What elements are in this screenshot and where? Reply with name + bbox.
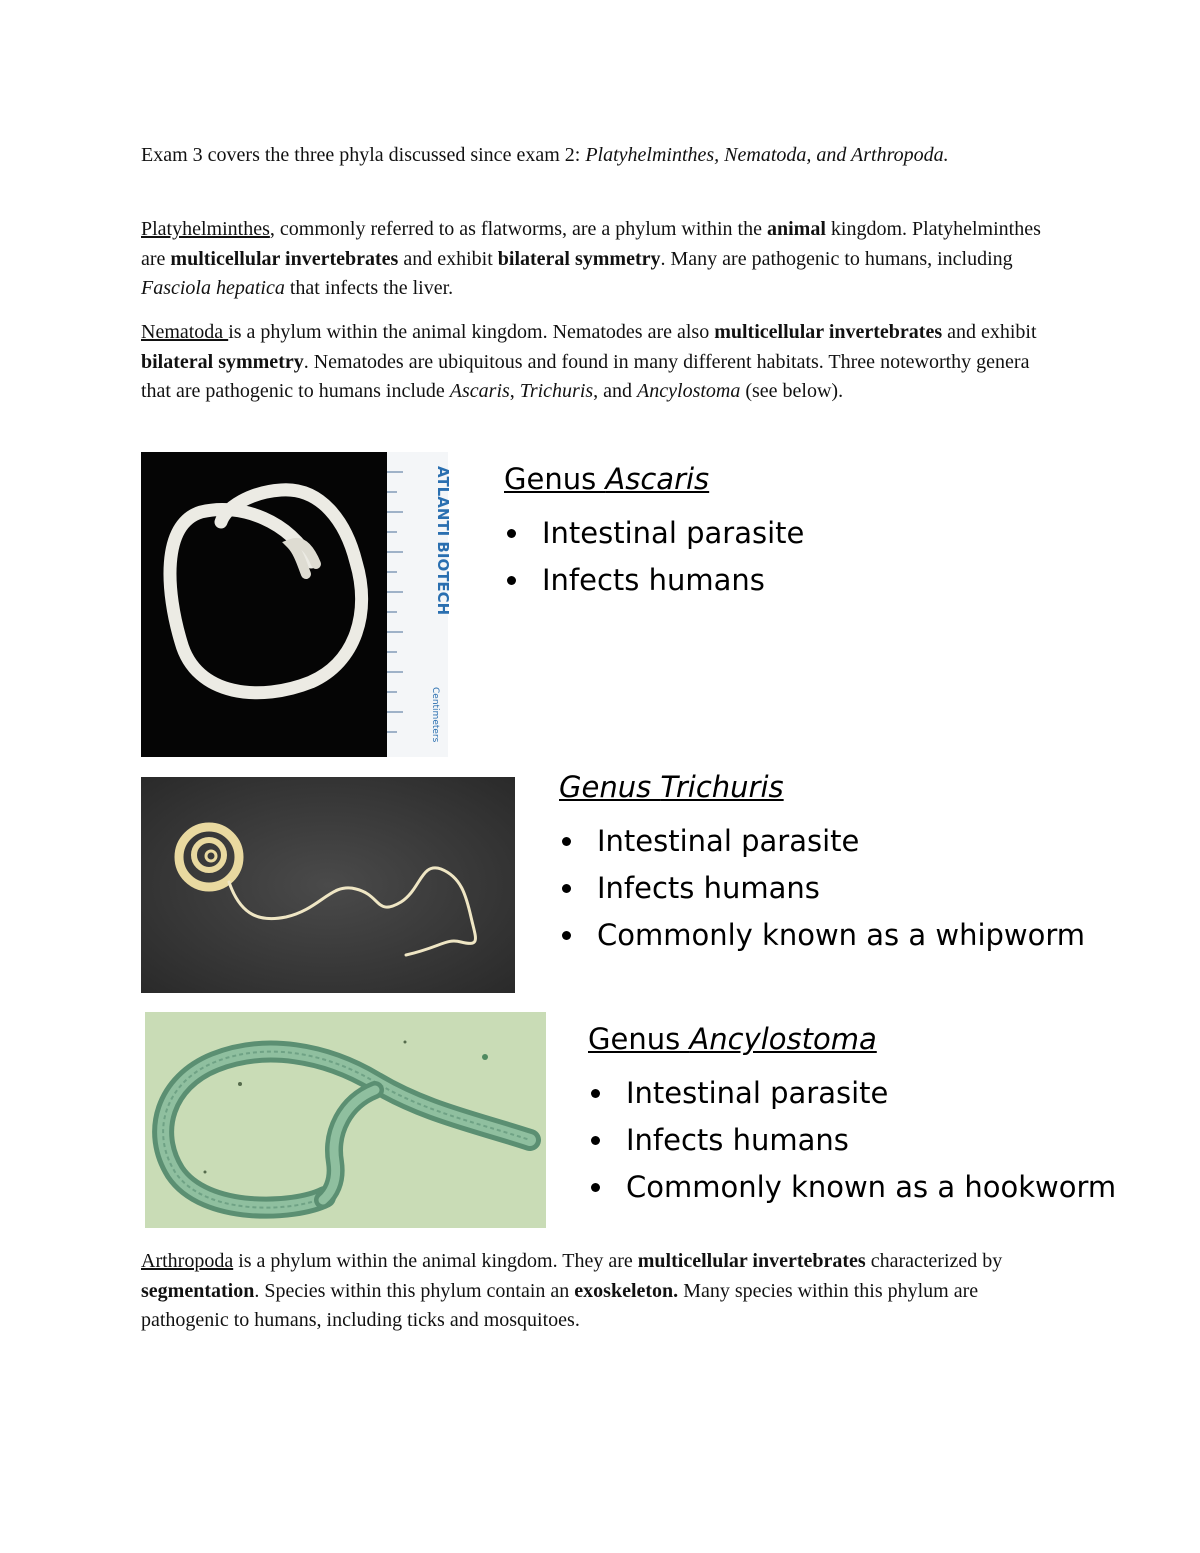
genus-prefix: Genus	[559, 770, 661, 804]
platy-text-2: kingdom. Platyhelminthes are	[141, 218, 1041, 270]
nematoda-term: Nematoda	[141, 321, 229, 343]
platy-bold-multicellular: multicellular invertebrates	[170, 247, 399, 270]
list-item: Commonly known as a hookworm	[588, 1164, 1116, 1211]
platy-text-3: and exhibit	[398, 247, 498, 270]
list-item: Intestinal parasite	[588, 1070, 1116, 1117]
genus-ancylostoma-title	[588, 1022, 1116, 1056]
nema-bold-symmetry: bilateral symmetry	[141, 350, 304, 373]
genus-trichuris-title	[559, 770, 1085, 804]
trichuris-photo	[141, 777, 515, 993]
arth-bold-multicellular: multicellular invertebrates	[637, 1250, 866, 1272]
nema-italic-trichuris: Trichuris	[519, 380, 594, 402]
ascaris-bullet-list	[504, 510, 804, 604]
platy-italic-fasciola: Fasciola hepatica	[141, 277, 285, 299]
genus-name: Ancylostoma	[689, 1022, 877, 1056]
platyhelminthes-term: Platyhelminthes	[141, 218, 270, 240]
genus-ancylostoma-block	[588, 1022, 1116, 1211]
arthropoda-paragraph	[141, 1247, 1041, 1336]
arth-bold-exoskeleton: exoskeleton.	[574, 1279, 679, 1302]
platy-bold-symmetry: bilateral symmetry	[497, 247, 661, 270]
ancylostoma-bullet-list	[588, 1070, 1116, 1211]
list-item: Intestinal parasite	[559, 818, 1085, 865]
ancylostoma-photo	[145, 1012, 546, 1228]
nema-text-5: , and	[593, 380, 638, 402]
genus-prefix: Genus	[588, 1022, 690, 1056]
platy-text-1: , commonly referred to as flatworms, are a phylum within the	[269, 218, 767, 240]
nematoda-paragraph	[141, 318, 1041, 407]
genus-ascaris-title	[504, 462, 804, 496]
intro-phyla-list: Platyhelminthes, Nematoda, and Arthropoda.	[585, 144, 949, 166]
nema-text-3: . Nematodes are ubiquitous and found in many different habitats. Three noteworthy genera that are pathogenic to humans include	[141, 350, 1030, 402]
platy-text-4: . Many are pathogenic to humans, including	[660, 247, 1013, 270]
ruler-brand-text: ATLANTI BIOTECH	[434, 466, 452, 616]
ruler-unit-text: Centimeters	[430, 687, 440, 743]
nema-text-4: ,	[509, 380, 520, 402]
arth-text-3: . Species within this phylum contain an	[254, 1279, 575, 1302]
genus-trichuris-block	[559, 770, 1085, 959]
intro-paragraph	[141, 141, 1041, 171]
nema-italic-ascaris: Ascaris	[449, 380, 510, 402]
list-item: Intestinal parasite	[504, 510, 804, 557]
arth-text-2: characterized by	[865, 1250, 1003, 1272]
platy-text-5: that infects the liver.	[284, 277, 454, 299]
genus-prefix: Genus	[504, 462, 606, 496]
genus-name: Ascaris	[605, 462, 710, 496]
trichuris-bullet-list	[559, 818, 1085, 959]
genus-ascaris-block	[504, 462, 804, 604]
list-item: Commonly known as a whipworm	[559, 912, 1085, 959]
intro-text: Exam 3 covers the three phyla discussed since exam 2:	[141, 144, 586, 166]
platy-bold-animal: animal	[766, 218, 826, 240]
list-item: Infects humans	[559, 865, 1085, 912]
list-item: Infects humans	[588, 1117, 1116, 1164]
arth-bold-segmentation: segmentation	[141, 1279, 255, 1302]
arth-text-4: Many species within this phylum are pathogenic to humans, including ticks and mosquitoes.	[141, 1279, 979, 1331]
ascaris-photo	[141, 452, 452, 757]
nema-italic-ancylostoma: Ancylostoma	[637, 380, 741, 402]
platyhelminthes-paragraph	[141, 215, 1041, 304]
list-item: Infects humans	[504, 557, 804, 604]
nema-bold-multicellular: multicellular invertebrates	[714, 321, 943, 343]
nema-text-6: (see below).	[740, 380, 844, 402]
nema-text-2: and exhibit	[942, 321, 1037, 343]
genus-name: Trichuris	[660, 770, 784, 804]
arthropoda-term: Arthropoda	[141, 1250, 234, 1272]
nema-text-1: is a phylum within the animal kingdom. Nematodes are also	[228, 321, 715, 343]
arth-text-1: is a phylum within the animal kingdom. They are	[233, 1250, 638, 1272]
